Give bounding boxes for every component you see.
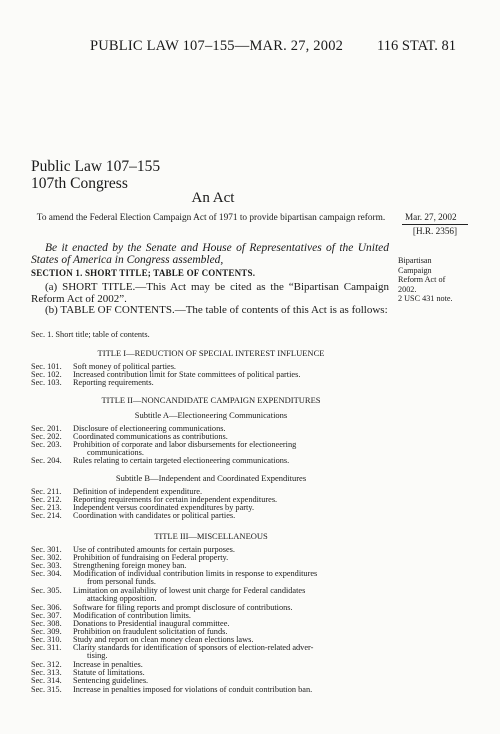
running-head-law: PUBLIC LAW 107–155—MAR. 27, 2002 <box>90 38 344 54</box>
subtitle-b-heading: Subtitle B—Independent and Coordinated Expenditures <box>115 473 307 483</box>
section-1-heading: SECTION 1. SHORT TITLE; TABLE OF CONTENTS. <box>31 268 256 278</box>
law-identifier <box>31 158 160 192</box>
title-1-heading: TITLE I—REDUCTION OF SPECIAL INTEREST INFLUENCE <box>97 348 325 358</box>
running-head-stat: 116 STAT. 81 <box>377 38 456 54</box>
margin-short-title-note: Bipartisan Campaign Reform Act of 2002. 2 USC 431 note. <box>398 256 453 304</box>
paragraph-short-title: (a) SHORT TITLE.—This Act may be cited as the “Bipartisan Campaign Reform Act of 2002”. <box>31 281 389 305</box>
an-act-heading: An Act <box>191 190 235 206</box>
margin-date: Mar. 27, 2002 <box>405 212 457 222</box>
law-number: Public Law 107–155 <box>31 158 161 175</box>
running-head <box>90 38 456 56</box>
subtitle-a-heading: Subtitle A—Electioneering Communications <box>134 410 288 420</box>
margin-bill-number: [H.R. 2356] <box>402 224 468 236</box>
title-3-heading: TITLE III—MISCELLANEOUS <box>154 531 268 541</box>
long-title: To amend the Federal Election Campaign Act of 1971 to provide bipartisan campaign reform. <box>36 213 386 223</box>
table-of-contents: Sec. 1. Short title; table of contents. TITLE I—REDUCTION OF SPECIAL INTEREST INFLUENCE Sec. 101. Soft money of political parties. Sec. 102. Increased contribution limit for State committees of political parties. Sec. 103. Reporting requirements. TITLE II—NONCANDIDATE CAMPAIGN EXPENDITURES Subtitle A—Electioneering Communications Sec. 201. Disclosure of electioneering communications. Sec. 202. Coordinated communications as contributions. Sec. 203. Prohibition of corporate and labor disbursements for electioneering communications. Sec. 204. Rules relating to certain targeted electioneering communications. Subtitle B—Independent and Coordinated Expenditures Sec. 211. Definition of independent expenditure. Sec. 212. Reporting requirements for certain independent expenditures. Sec. 213. Independent versus coordinated expenditures by party. Sec. 214. Coordination with candidates or political parties. TITLE III—MISCELLANEOUS Sec. 301. Use of contributed amounts for certain purposes. Sec. 302. Prohibition of fundraising on Federal property. Sec. 303. Strengthening foreign money ban. Sec. 304. Modification of individual contribution limits in response to expenditures from personal funds. Sec. 305. Limitation on availability of lowest unit charge for Federal candidates attacking opposition. Sec. 306. Software for filing reports and prompt disclosure of contributions. Sec. 307. Modification of contribution limits. Sec. 308. Donations to Presidential inaugural committee. Sec. 309. Prohibition on fraudulent solicitation of funds. Sec. 310. Study and report on clean money clean elections laws. Sec. 311. Clarity standards for identification of sponsors of election-related adver- tising. Sec. 312. Increase in penalties. Sec. 313. Statute of limitations. Sec. 314. Sentencing guidelines. Sec. 315. Increase in penalties imposed for violations of conduit contribution ban. <box>31 331 391 711</box>
title-2-heading: TITLE II—NONCANDIDATE CAMPAIGN EXPENDITURES <box>101 395 321 405</box>
toc-sec-1: Sec. 1. Short title; table of contents. <box>31 330 150 339</box>
enacting-clause: Be it enacted by the Senate and House of Representatives of the United States of America in Congress assembled, <box>31 242 389 267</box>
congress: 107th Congress <box>31 175 128 192</box>
paragraph-table-of-contents: (b) TABLE OF CONTENTS.—The table of contents of this Act is as follows: <box>45 304 388 316</box>
